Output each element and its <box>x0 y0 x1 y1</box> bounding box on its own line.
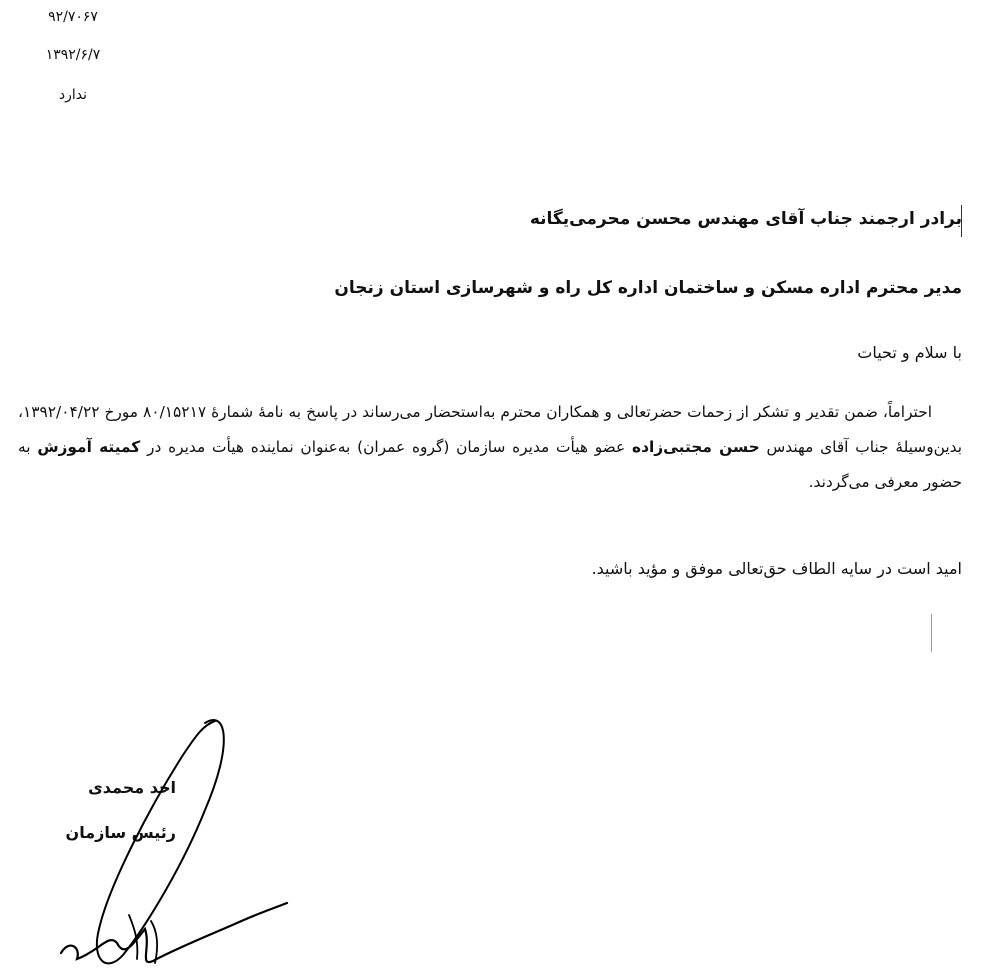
letter-date: ۱۳۹۲/۶/۷ <box>45 47 101 63</box>
closing-line: امید است در سایه الطاف حق‌تعالی موفق و مؤید باشید. <box>591 559 962 578</box>
body-paragraph <box>18 395 962 500</box>
text-cursor-mark <box>931 614 932 652</box>
committee-name: کمیته آموزش <box>37 438 141 456</box>
nominee-name: حسن مجتبی‌زاده <box>631 438 760 456</box>
body-text-part-1: احتراماً، ضمن تقدیر و تشکر از زحمات حضرتعالی و همکاران محترم به‌استحضار می‌رساند در پاسخ به نامهٔ شمارهٔ ۸۰/۱۵۲۱۷ مورخ ۱۳۹۲/۰۴/۲۲، بدین‌وسیلهٔ جناب آقای مهندس <box>18 403 962 456</box>
signature-base-stroke <box>61 903 287 962</box>
signature-accent-stroke <box>129 915 157 963</box>
signature-loop-stroke <box>97 720 224 963</box>
body-text-part-3: به حضور معرفی می‌گردند. <box>18 438 962 491</box>
signatory-title: رئیس سازمان <box>65 823 176 842</box>
greeting: با سلام و تحیات <box>857 343 962 362</box>
signatory-name: احد محمدی <box>88 778 176 797</box>
letter-attachment: ندارد <box>58 87 88 103</box>
letter-number: ۹۲/۷۰۶۷ <box>48 9 98 25</box>
handwritten-signature <box>55 715 295 977</box>
body-text-part-2: عضو هیأت مدیره سازمان (گروه عمران) به‌عنوان نماینده هیأت مدیره در <box>140 438 632 456</box>
recipient-line-2: مدیر محترم اداره مسکن و ساختمان اداره کل راه و شهرسازی استان زنجان <box>334 278 962 298</box>
recipient-line-1: برادر ارجمند جناب آقای مهندس محسن محرمی‌یگانه <box>529 209 962 229</box>
